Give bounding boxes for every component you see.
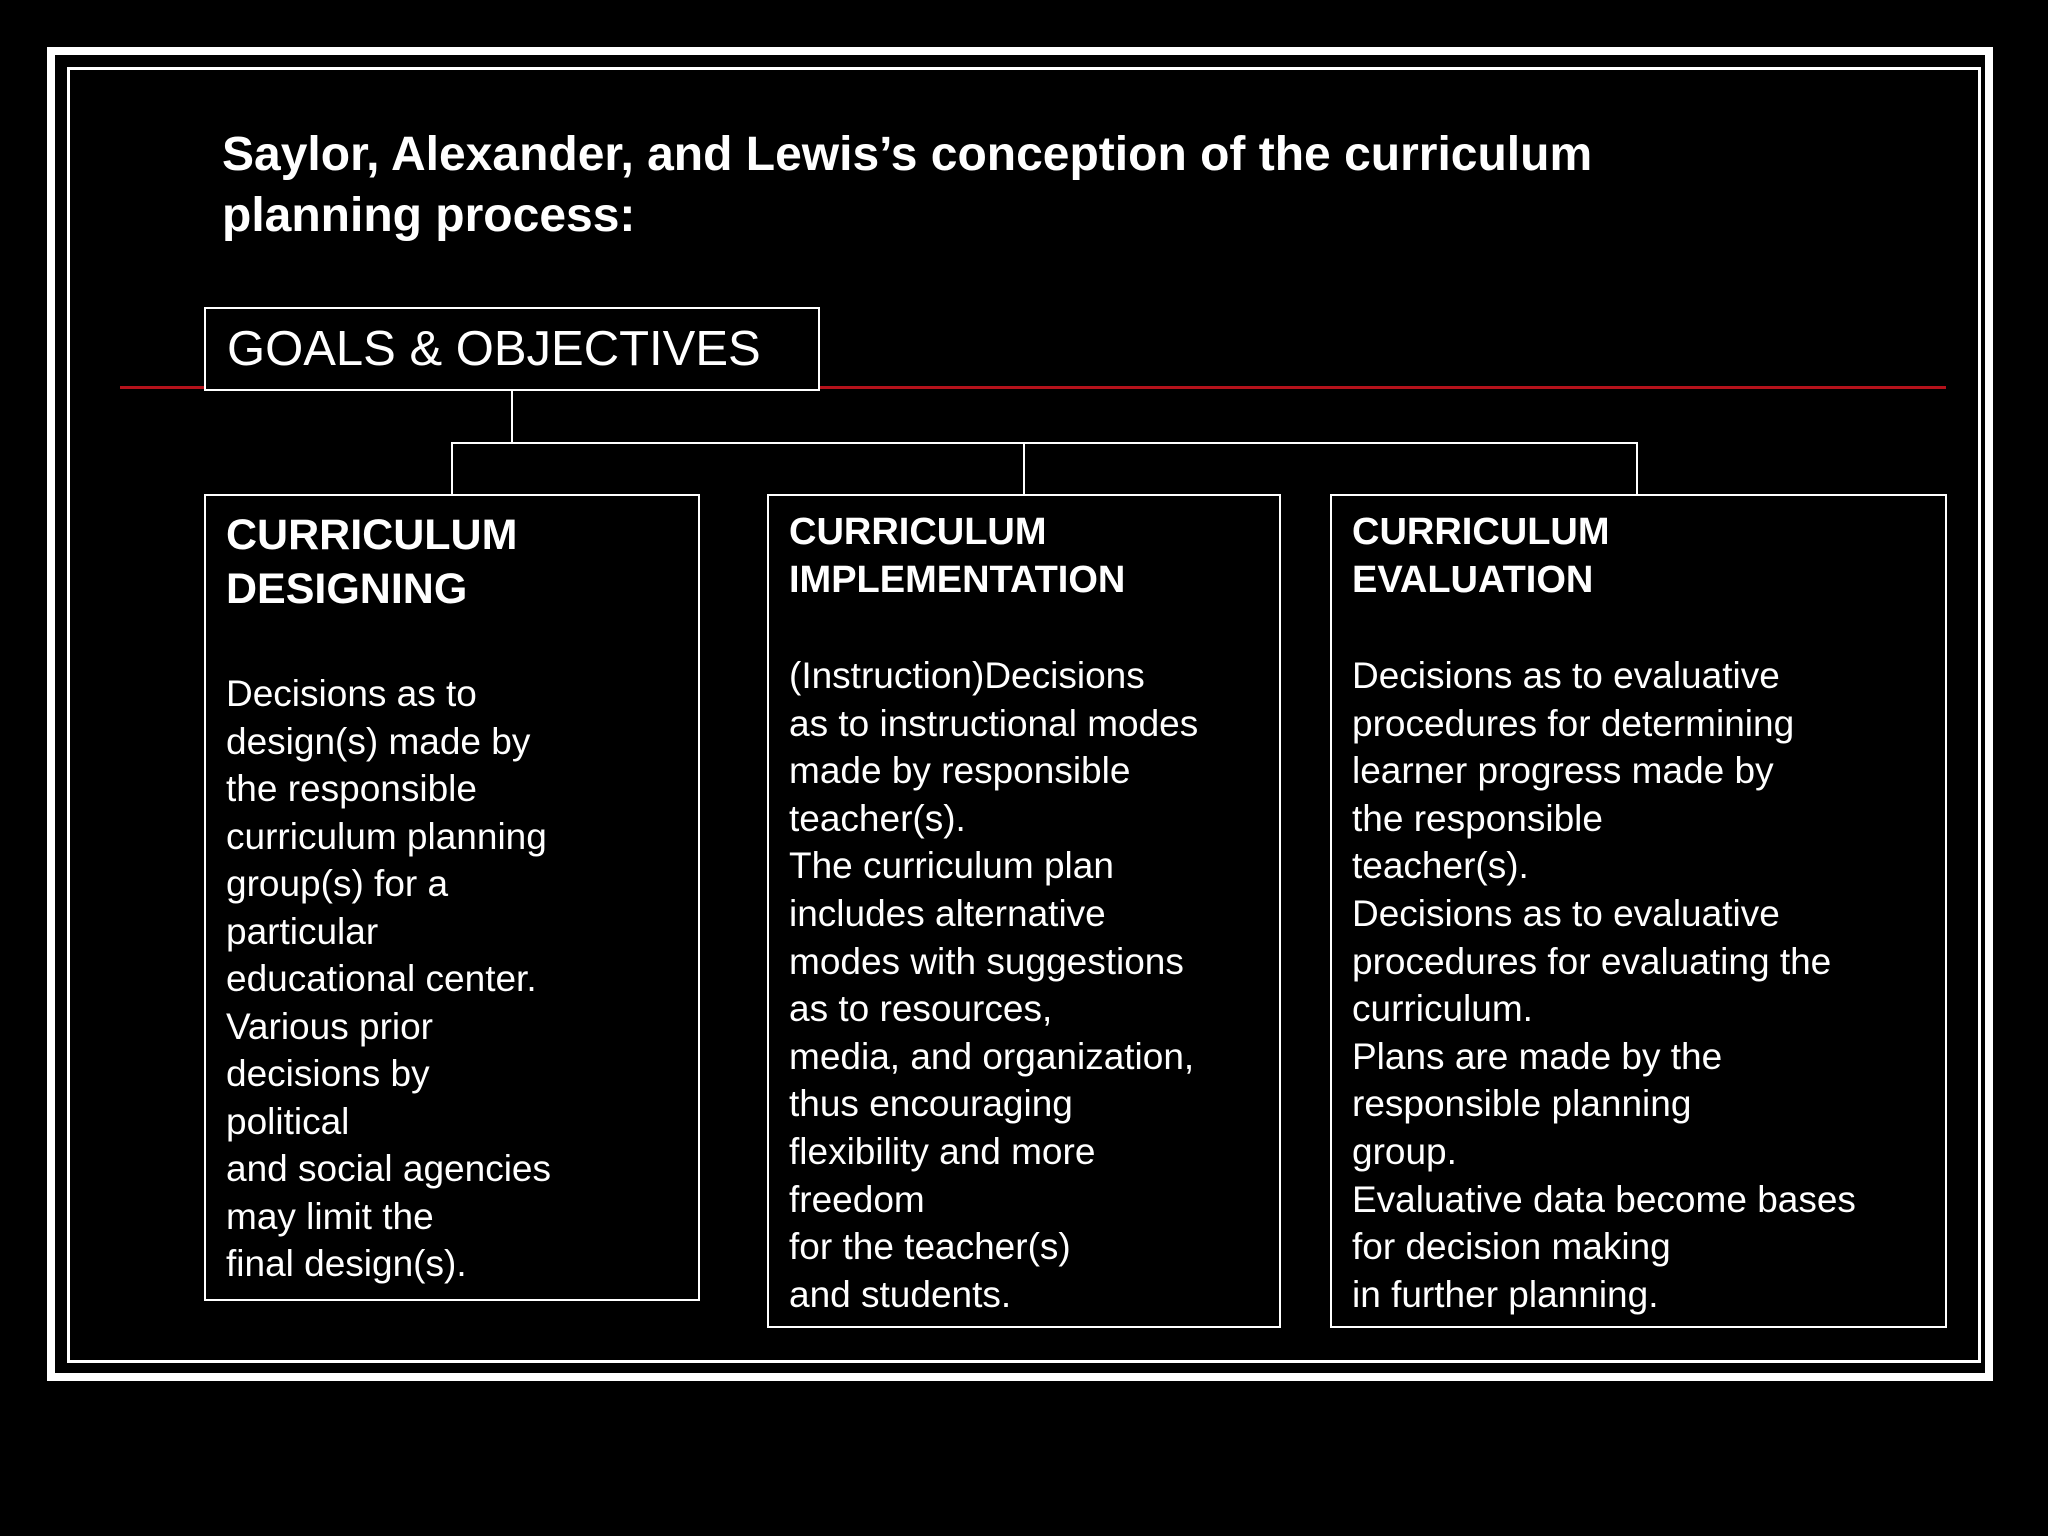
implementation-heading: CURRICULUM IMPLEMENTATION bbox=[789, 511, 1126, 601]
curriculum-implementation-box bbox=[767, 494, 1281, 1328]
connector-horizontal-bar bbox=[451, 442, 1638, 444]
evaluation-heading: CURRICULUM EVALUATION bbox=[1352, 511, 1610, 601]
slide-title: Saylor, Alexander, and Lewis’s conception of the curriculum planning process: bbox=[222, 128, 1593, 242]
connector-to-designing bbox=[451, 442, 453, 495]
implementation-description: (Instruction)Decisions as to instructional modes made by responsible teacher(s). The curriculum plan includes alternative modes with suggestions as to resources, media, and organization, thus encouraging flexibility and more freedom for the teacher(s) and students. bbox=[789, 655, 1199, 1315]
connector-root-stem bbox=[511, 391, 513, 443]
curriculum-evaluation-box bbox=[1330, 494, 1947, 1328]
goals-objectives-box: GOALS & OBJECTIVES bbox=[204, 307, 820, 391]
connector-to-evaluation bbox=[1636, 442, 1638, 495]
curriculum-designing-box bbox=[204, 494, 700, 1301]
evaluation-description: Decisions as to evaluative procedures for determining learner progress made by the responsible teacher(s). Decisions as to evaluative procedures for evaluating the curriculum. Plans are made by the responsible planning group. Evaluative data become bases for decision making in further planning. bbox=[1352, 655, 1856, 1315]
designing-description: Decisions as to design(s) made by the responsible curriculum planning group(s) for a particular educational center. Various prior decisions by political and social agencies may limit the final design(s). bbox=[226, 673, 551, 1284]
designing-heading: CURRICULUM DESIGNING bbox=[226, 511, 518, 613]
connector-to-implementation bbox=[1023, 442, 1025, 495]
